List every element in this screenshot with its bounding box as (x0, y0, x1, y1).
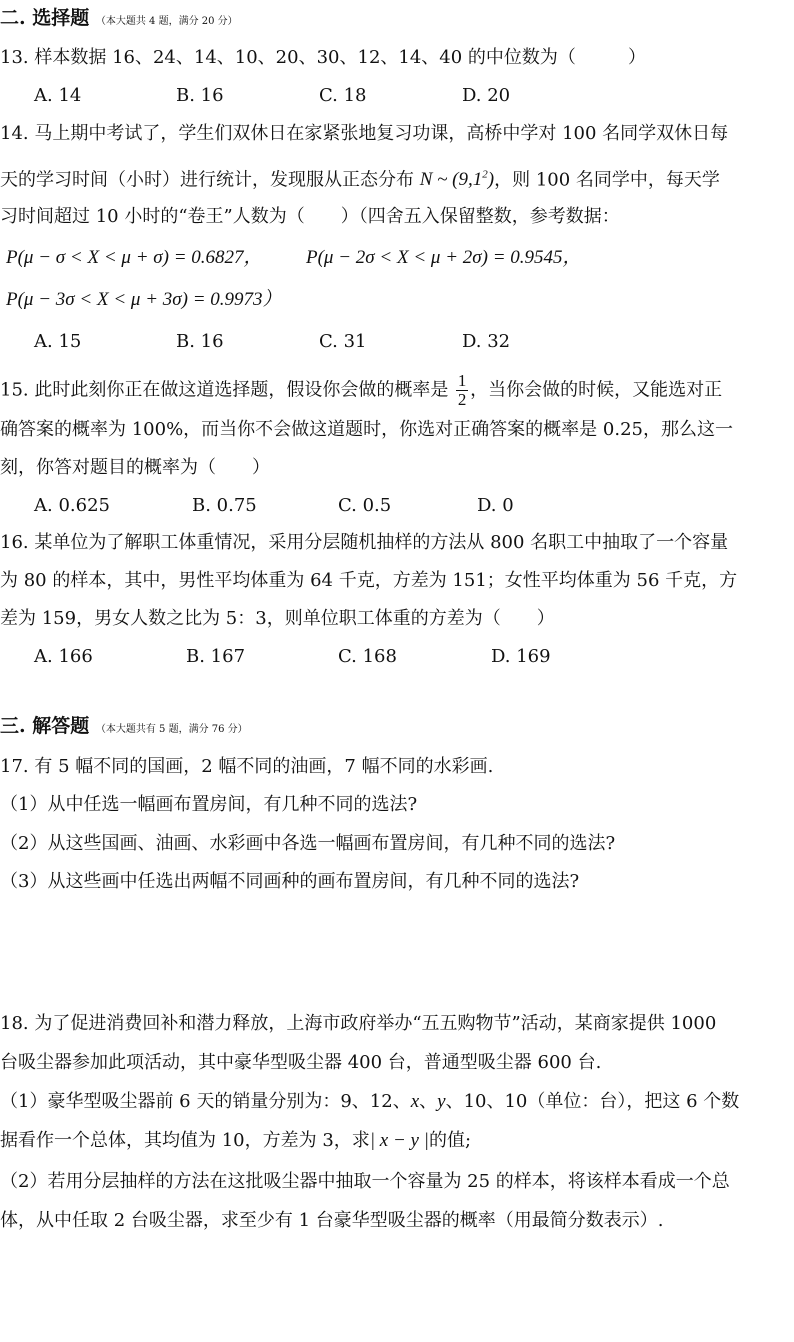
q14-line3: 习时间超过 10 小时的“卷王”人数为（ ）（四舍五入保留整数，参考数据： (0, 206, 620, 227)
q16-line3: 差为 159，男女人数之比为 5：3，则单位职工体重的方差为（ ） (0, 608, 555, 629)
q15-line3: 刻，你答对题目的概率为（ ） (0, 457, 270, 478)
q15-line2: 确答案的概率为 100%，而当你不会做这道题时，你选对正确答案的概率是 0.25，那么这一 (0, 419, 733, 440)
q18-sub1-line2: 据看作一个总体，其均值为 10，方差为 3，求| x − y |的值; (0, 1130, 472, 1151)
q16-option-c: C. 168 (338, 646, 397, 667)
q18-line2: 台吸尘器参加此项活动，其中豪华型吸尘器 400 台，普通型吸尘器 600 台. (0, 1052, 602, 1073)
q16-line1: 16. 某单位为了解职工体重情况，采用分层随机抽样的方法从 800 名职工中抽取了一个容量 (0, 532, 729, 553)
q17-sub2: （2）从这些国画、油画、水彩画中各选一幅画布置房间，有几种不同的选法? (0, 833, 616, 854)
q14-formula-1: P(μ − σ < X < μ + σ) = 0.6827， (6, 247, 263, 268)
section-answer-note: （本大题共有 5 题，满分 76 分） (95, 724, 248, 735)
q16-option-d: D. 169 (491, 646, 551, 667)
q13-option-b: B. 16 (176, 85, 224, 106)
q18-abs-expression: | x − y | (369, 1130, 429, 1151)
q15-option-c: C. 0.5 (338, 495, 392, 516)
q18-line1: 18. 为了促进消费回补和潜力释放，上海市政府举办“五五购物节”活动，某商家提供 1000 (0, 1013, 717, 1034)
q16-option-a: A. 166 (34, 646, 93, 667)
q15-fraction: $\frac{1}{2}$ (457, 371, 467, 409)
q15-option-a: A. 0.625 (34, 495, 110, 516)
q15-option-b: B. 0.75 (192, 495, 257, 516)
q18-sub2-line2: 体，从中任取 2 台吸尘器，求至少有 1 台豪华型吸尘器的概率（用最简分数表示）. (0, 1210, 664, 1231)
q14-option-d: D. 32 (462, 331, 511, 352)
q14-formula-2: P(μ − 2σ < X < μ + 2σ) = 0.9545， (306, 247, 582, 268)
q17-line1: 17. 有 5 幅不同的国画，2 幅不同的油画，7 幅不同的水彩画. (0, 756, 494, 777)
section-choice-note: （本大题共 4 题，满分 20 分） (95, 16, 238, 27)
q16-option-b: B. 167 (186, 646, 246, 667)
q13-option-d: D. 20 (462, 85, 511, 106)
q14-formula-3: P(μ − 3σ < X < μ + 3σ) = 0.9973） (6, 289, 282, 310)
q14-option-c: C. 31 (319, 331, 367, 352)
q15-option-d: D. 0 (477, 495, 514, 516)
q14-option-b: B. 16 (176, 331, 224, 352)
q14-option-a: A. 15 (34, 331, 82, 352)
q13-option-c: C. 18 (319, 85, 367, 106)
q14-normal-dist: N ~ $(9,1^2)$ (419, 169, 495, 191)
q18-sub1-line1: （1）豪华型吸尘器前 6 天的销量分别为：9、12、x、y、10、10（单位：台），把这 6 个数 (0, 1091, 740, 1112)
q13-stem: 13. 样本数据 16、24、14、10、20、30、12、14、40 的中位数为（ ） (0, 47, 646, 68)
q18-sub2-line1: （2）若用分层抽样的方法在这批吸尘器中抽取一个容量为 25 的样本，将该样本看成一个总 (0, 1171, 730, 1192)
section-choice-title: 二. 选择题 （本大题共 4 题，满分 20 分） (0, 7, 238, 29)
q17-sub3: （3）从这些画中任选出两幅不同画种的画布置房间，有几种不同的选法? (0, 871, 580, 892)
q16-line2: 为 80 的样本，其中，男性平均体重为 64 千克，方差为 151；女性平均体重为 56 千克，方 (0, 570, 738, 591)
q14-line2: 天的学习时间（小时）进行统计，发现服从正态分布 N ~ $(9,1^2)$，则 100 名同学中，每天学 (0, 169, 720, 191)
q17-sub1: （1）从中任选一幅画布置房间，有几种不同的选法? (0, 794, 418, 815)
q14-line1: 14. 马上期中考试了，学生们双休日在家紧张地复习功课，高桥中学对 100 名同学双休日每 (0, 123, 729, 144)
q15-line1: 15. 此时此刻你正在做这道选择题，假设你会做的概率是 $\frac{1}{2}$ ，当你会做的时候，又能选对正 (0, 371, 723, 409)
q13-option-a: A. 14 (34, 85, 82, 106)
section-answer-title: 三. 解答题 （本大题共有 5 题，满分 76 分） (0, 715, 248, 737)
